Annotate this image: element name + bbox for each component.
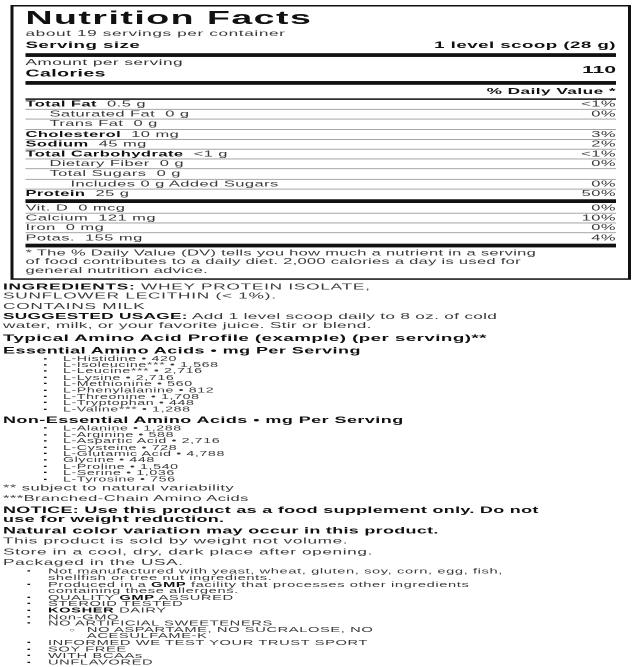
nutrient-row: Protein 25 g 50% xyxy=(25,189,617,199)
nonessential-list xyxy=(3,426,640,483)
variability-note: ** subject to natural variability xyxy=(2,484,235,494)
amino-item: ▪ L-Leucine*** • 2,716 xyxy=(63,369,640,375)
storage-note: Store in a cool, dry, dark place after opening. xyxy=(2,547,373,557)
nutrition-facts-panel xyxy=(10,5,631,280)
amino-item: ▪ L-Arginine • 588 xyxy=(63,432,640,438)
packaged-note: Packaged in the USA. xyxy=(2,558,184,568)
essential-amino-title: Essential Amino Acids • mg Per Serving xyxy=(2,345,361,356)
amino-item: ▪ L-Alanine • 1,288 xyxy=(63,426,640,432)
amino-item: ▪ L-Proline • 1,540 xyxy=(63,464,640,470)
feature-item: ▪ UNFLAVORED xyxy=(48,660,543,666)
amino-item: ▪ L-Methionine • 560 xyxy=(63,382,640,388)
nutrient-row: Sodium 45 mg 2% xyxy=(25,139,617,149)
nutrient-row: Total Fat 0.5 g <1% xyxy=(25,99,617,109)
amino-item: ▪ L-Lysine • 2,716 xyxy=(63,375,640,381)
amino-item: ▪ L-Isoleucine*** • 1,568 xyxy=(63,363,640,369)
divider-bar xyxy=(25,199,616,203)
amino-item: ▪ L-Phenylalanine • 812 xyxy=(63,388,640,394)
calories-value: 110 xyxy=(582,62,617,75)
nonessential-amino-title: Non-Essential Amino Acids • mg Per Serving xyxy=(2,414,404,426)
bcaa-note: ***Branched-Chain Amino Acids xyxy=(2,494,249,504)
feature-item: ▪ QUALITY GMP ASSURED xyxy=(48,595,543,601)
usage-label: SUGGESTED USAGE: xyxy=(2,312,188,322)
serving-size-value: 1 level scoop (28 g) xyxy=(434,39,617,51)
nutrient-row: Vit. D 0 mcg 0% xyxy=(25,203,617,213)
feature-item: ▪ STEROID TESTED xyxy=(48,602,543,608)
ingredients-label: INGREDIENTS: xyxy=(2,282,136,292)
calories-label: Calories xyxy=(25,67,106,79)
feature-item: ▪ NO ARTIFICIAL SWEETENERS ○ NO ASPARTAME, NO SUCRALOSE, NO ACESULFAME-K xyxy=(48,621,543,640)
nutrient-row: Total Sugars 0 g xyxy=(25,169,616,179)
divider-bar xyxy=(25,243,616,247)
divider-bar xyxy=(25,81,616,85)
divider-bar xyxy=(25,53,616,57)
usage-paragraph xyxy=(3,312,520,330)
amino-item: ▪ L-Valine*** • 1,288 xyxy=(63,407,640,413)
amount-per-serving-label: Amount per serving xyxy=(25,58,184,68)
serving-size-label: Serving size xyxy=(25,39,141,51)
amino-item: ▪ L-Tyrosine • 756 xyxy=(63,477,640,483)
notice-paragraph: NOTICE: Use this product as a food supplement only. Do not use for weight reduction. xyxy=(2,505,539,525)
daily-value-header: % Daily Value * xyxy=(25,86,616,100)
amino-item: ▪ L-Glutamic Acid • 4,788 xyxy=(63,451,640,457)
amino-item: ▪ L-Tryptophan • 448 xyxy=(63,401,640,407)
feature-item: ▪ Non-GMO xyxy=(48,615,543,621)
color-variation-note: Natural color variation may occur in this product. xyxy=(2,525,439,536)
nutrient-row: Cholesterol 10 mg 3% xyxy=(25,129,617,139)
nutrient-row: Total Carbohydrate <1 g <1% xyxy=(25,149,617,159)
feature-item: ▪ SOY FREE xyxy=(48,647,543,653)
amino-item: ▪ L-Aspartic Acid • 2,716 xyxy=(63,439,640,445)
nutrient-row: Potas. 155 mg 4% xyxy=(25,233,617,243)
nutrient-row: Dietary Fiber 0 g 0% xyxy=(25,159,616,169)
weight-note: This product is sold by weight not volume. xyxy=(2,536,349,546)
nutrient-row: Iron 0 mg 0% xyxy=(25,223,617,233)
essential-list xyxy=(3,356,640,413)
nutrient-rows xyxy=(25,100,616,247)
feature-item: ▪ Not manufactured with yeast, wheat, gluten, soy, corn, egg, fish, shellfish or tree nut ingredients. xyxy=(48,569,543,582)
label-details xyxy=(3,283,640,666)
contains-note: CONTAINS MILK xyxy=(2,302,146,312)
sub-feature-item: ○ NO ASPARTAME, NO SUCRALOSE, NO ACESULFAME-K xyxy=(87,627,447,640)
serving-size-row xyxy=(25,40,616,53)
label-page xyxy=(0,5,640,667)
nutrient-row: Includes 0 g Added Sugars 0% xyxy=(25,179,616,189)
amino-profile-title: Typical Amino Acid Profile (example) (per serving)** xyxy=(2,332,487,344)
ingredients-text: WHEY PROTEIN ISOLATE, SUNFLOWER LECITHIN (< 1%). xyxy=(2,282,371,301)
features-list xyxy=(3,569,543,666)
amino-item: ▪ Glycine • 448 xyxy=(63,458,640,464)
nutrient-row: Calcium 121 mg 10% xyxy=(25,213,617,223)
dv-footnote: * The % Daily Value (DV) tells you how much a nutrient in a serving of food contributes to a daily diet. 2,000 calories a day is used for general nutrition advice. xyxy=(25,248,537,276)
amino-item: ▪ L-Threonine • 1,708 xyxy=(63,394,640,400)
amino-item: ▪ L-Cysteine • 728 xyxy=(63,445,640,451)
feature-item: ▪ KOSHER DAIRY xyxy=(48,608,543,614)
panel-title: Nutrition Facts xyxy=(25,7,313,29)
feature-item: ▪ Produced in a GMP facility that processes other ingredients containing these allergens. xyxy=(48,582,543,595)
usage-text: Add 1 level scoop daily to 8 oz. of cold water, milk, or your favorite juice. Stir or blend. xyxy=(2,312,498,331)
nutrient-row: Trans Fat 0 g xyxy=(25,120,616,130)
feature-item: ▪ INFORMED WE TEST YOUR TRUST SPORT xyxy=(48,640,543,646)
amino-item: ▪ L-Histidine • 420 xyxy=(63,356,640,362)
amino-item: ▪ L-Serine • 1,036 xyxy=(63,470,640,476)
servings-per-container: about 19 servings per container xyxy=(25,29,286,39)
ingredients-paragraph xyxy=(3,283,430,301)
calories-block xyxy=(25,58,616,81)
nutrient-row: Saturated Fat 0 g 0% xyxy=(25,110,616,120)
feature-item: ▪ WITH BCAAs xyxy=(48,653,543,659)
